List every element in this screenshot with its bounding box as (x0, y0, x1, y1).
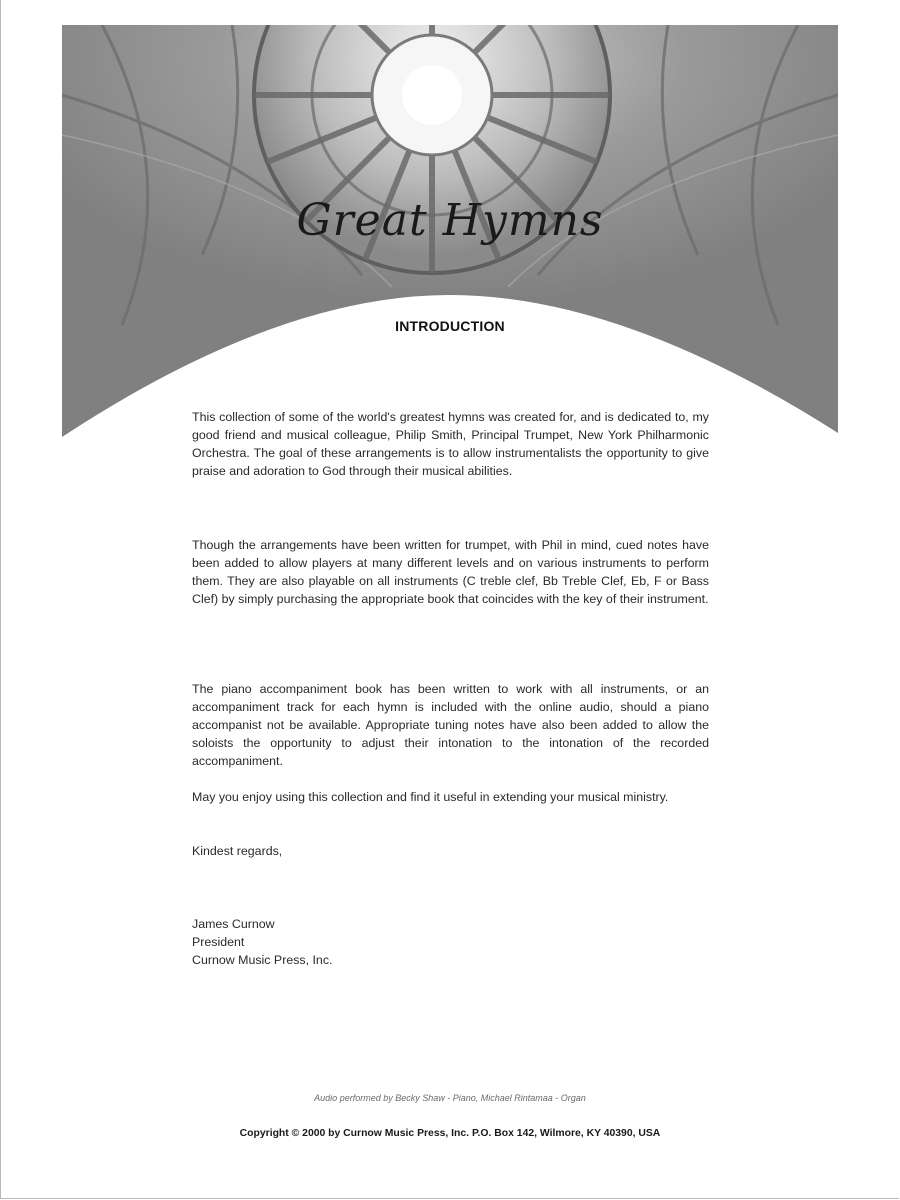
signature-role: President (192, 935, 245, 950)
signature-name: James Curnow (192, 917, 275, 931)
paragraph-arrangements: Though the arrangements have been written for trumpet, with Phil in mind, cued notes have been added to allow players at many different levels and on various instruments to perform them. They are also playable on all instruments (C treble clef, Bb Treble Clef, Eb, F or Bass Clef) by simply purchasing the appropriate book that coincides with the key of their instrument. (192, 538, 709, 607)
paragraph-dedication: This collection of some of the world's greatest hymns was created for, and is dedicated to, my good friend and musical colleague, Philip Smith, Principal Trumpet, New York Philharmonic Orchestra. The goal of these arrangements is to allow instrumentalists the opportunity to give praise and adoration to God through their musical abilities. (192, 410, 709, 479)
section-heading: INTRODUCTION (395, 318, 505, 334)
signature-block (192, 915, 332, 969)
copyright-notice: Copyright © 2000 by Curnow Music Press, Inc. P.O. Box 142, Wilmore, KY 40390, USA (239, 1128, 661, 1139)
audio-credit: Audio performed by Becky Shaw - Piano, Michael Rintamaa - Organ (314, 1093, 586, 1103)
book-title: Great Hymns (296, 195, 604, 246)
paragraph-accompaniment: The piano accompaniment book has been written to work with all instruments, or an accompaniment track for each hymn is included with the online audio, should a piano accompanist not be available. Appropriate tuning notes have also been added to allow the soloists the opportunity to adjust their intonation to the intonation of the recorded accompaniment. (192, 682, 709, 769)
paragraph-regards: Kindest regards, (192, 844, 283, 858)
signature-company: Curnow Music Press, Inc. (192, 953, 333, 968)
paragraph-closing: May you enjoy using this collection and find it useful in extending your musical ministry. (192, 790, 669, 804)
